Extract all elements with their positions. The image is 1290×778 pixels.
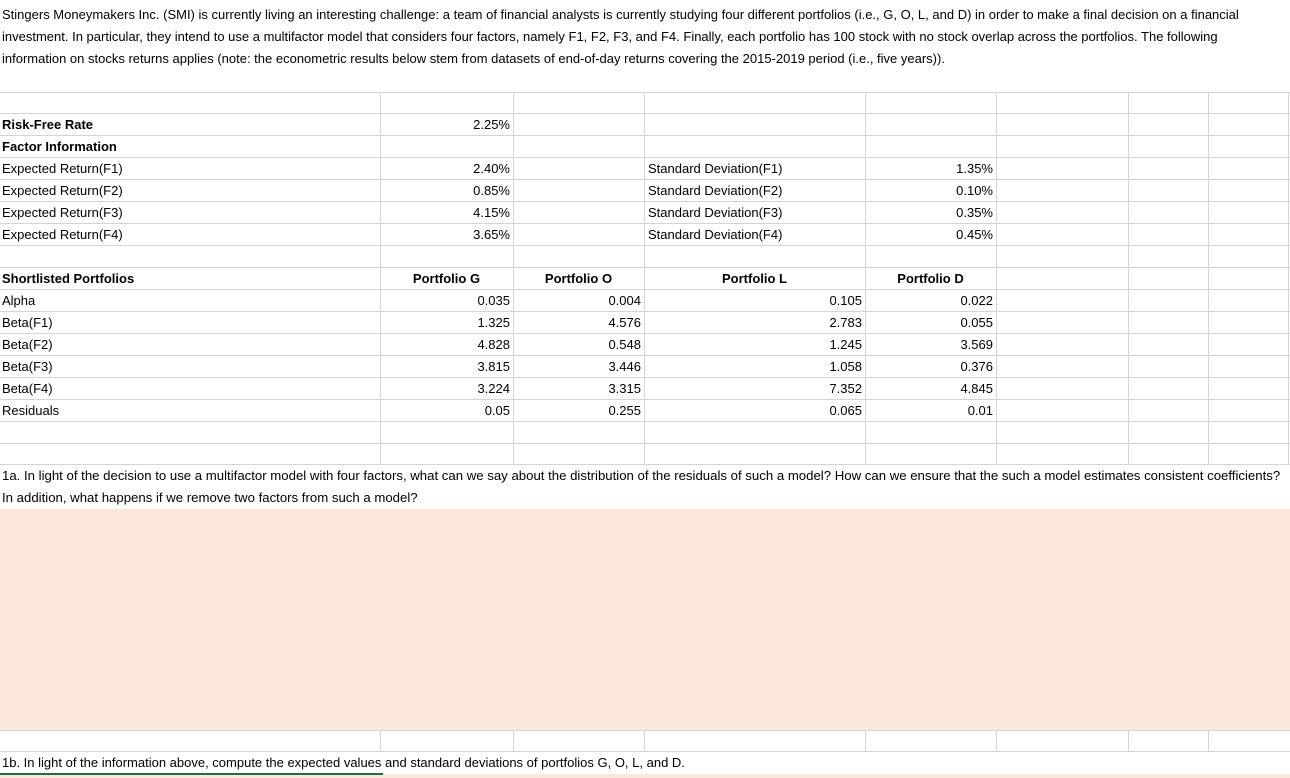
factor-er-value[interactable]: 0.85%: [473, 183, 510, 198]
grid-line: [1128, 92, 1129, 464]
selected-cell-border: [0, 773, 383, 778]
row-label: Residuals: [2, 403, 60, 418]
cell-value[interactable]: 0.004: [608, 293, 641, 308]
grid-line: [0, 113, 1290, 114]
cell-value[interactable]: 0.255: [608, 403, 641, 418]
cell-value[interactable]: 3.569: [960, 337, 993, 352]
question-1a: 1a. In light of the decision to use a multifactor model with four factors, what can we say about the distribution of the residuals of such a model? How can we ensure that the such a model estimates consistent coefficients? In addition, what happens if we remove two factors from such a model?: [2, 465, 1288, 509]
factor-sd-label: Standard Deviation(F4): [648, 227, 783, 242]
grid-line: [1208, 92, 1209, 464]
row-label: Beta(F4): [2, 381, 53, 396]
portfolio-name: Portfolio G: [412, 271, 481, 286]
grid-line: [996, 730, 997, 751]
grid-line: [0, 92, 1290, 93]
factor-er-value[interactable]: 3.65%: [473, 227, 510, 242]
grid-line: [0, 157, 1290, 158]
cell-value[interactable]: 4.576: [608, 315, 641, 330]
grid-line: [0, 179, 1290, 180]
grid-line: [0, 201, 1290, 202]
risk-free-value[interactable]: 2.25%: [473, 117, 510, 132]
grid-line: [865, 730, 866, 751]
cell-value[interactable]: 0.065: [829, 403, 862, 418]
grid-line: [0, 443, 1290, 444]
portfolio-name: Portfolio O: [544, 271, 613, 286]
grid-line: [1208, 730, 1209, 751]
cell-value[interactable]: 2.783: [829, 315, 862, 330]
cell-value[interactable]: 1.325: [477, 315, 510, 330]
grid-line: [380, 730, 381, 751]
cell-value[interactable]: 7.352: [829, 381, 862, 396]
cell-value[interactable]: 3.446: [608, 359, 641, 374]
grid-line: [996, 92, 997, 464]
answer-box-1a[interactable]: [0, 509, 1290, 730]
factor-sd-value[interactable]: 0.10%: [956, 183, 993, 198]
factor-er-label: Expected Return(F3): [2, 205, 123, 220]
cell-value[interactable]: 1.058: [829, 359, 862, 374]
cell-value[interactable]: 0.376: [960, 359, 993, 374]
factor-sd-label: Standard Deviation(F3): [648, 205, 783, 220]
row-label: Beta(F2): [2, 337, 53, 352]
cell-value[interactable]: 3.315: [608, 381, 641, 396]
cell-value[interactable]: 0.01: [967, 403, 993, 418]
factor-er-value[interactable]: 4.15%: [473, 205, 510, 220]
intro-text: Stingers Moneymakers Inc. (SMI) is currently living an interesting challenge: a team of financial analysts is currently studying four different portfolios (i.e., G, O, L, and D) in order to make a final decision on a financial investment. In particular, they intend to use a multifactor model that considers four factors, namely F1, F2, F3, and F4. Finally, each portfolio has 100 stock with no stock overlap across the portfolios. The following information on stocks returns applies (note: the econometric results below stem from datasets of end-of-day returns covering the 2015-2019 period (i.e., five years)).: [2, 4, 1282, 70]
cell-value[interactable]: 0.055: [960, 315, 993, 330]
factor-sd-value[interactable]: 1.35%: [956, 161, 993, 176]
cell-value[interactable]: 0.05: [484, 403, 510, 418]
question-1b: 1b. In light of the information above, compute the expected values and standard deviations of portfolios G, O, L, and D.: [2, 755, 685, 770]
cell-value[interactable]: 0.105: [829, 293, 862, 308]
grid-line: [0, 730, 1290, 731]
factor-er-value[interactable]: 2.40%: [473, 161, 510, 176]
portfolios-header-label: Shortlisted Portfolios: [2, 271, 135, 286]
cell-value[interactable]: 0.035: [477, 293, 510, 308]
row-label: Beta(F3): [2, 359, 53, 374]
risk-free-label: Risk-Free Rate: [2, 117, 94, 132]
grid-line: [1128, 730, 1129, 751]
grid-line: [0, 135, 1290, 136]
factor-sd-value[interactable]: 0.35%: [956, 205, 993, 220]
cell-value[interactable]: 3.224: [477, 381, 510, 396]
factor-er-label: Expected Return(F2): [2, 183, 123, 198]
cell-value[interactable]: 3.815: [477, 359, 510, 374]
factor-sd-value[interactable]: 0.45%: [956, 227, 993, 242]
factor-info-label: Factor Information: [2, 139, 117, 154]
cell-value[interactable]: 0.548: [608, 337, 641, 352]
factor-er-label: Expected Return(F4): [2, 227, 123, 242]
cell-value[interactable]: 4.828: [477, 337, 510, 352]
grid-line: [513, 730, 514, 751]
grid-line: [1288, 92, 1289, 464]
row-label: Beta(F1): [2, 315, 53, 330]
row-label: Alpha: [2, 293, 36, 308]
factor-sd-label: Standard Deviation(F1): [648, 161, 783, 176]
grid-line: [0, 245, 1290, 246]
factor-er-label: Expected Return(F1): [2, 161, 123, 176]
cell-value[interactable]: 1.245: [829, 337, 862, 352]
portfolio-name: Portfolio D: [897, 271, 964, 286]
factor-sd-label: Standard Deviation(F2): [648, 183, 783, 198]
portfolio-name: Portfolio L: [722, 271, 787, 286]
cell-value[interactable]: 0.022: [960, 293, 993, 308]
grid-line: [644, 730, 645, 751]
cell-value[interactable]: 4.845: [960, 381, 993, 396]
grid-line: [0, 223, 1290, 224]
